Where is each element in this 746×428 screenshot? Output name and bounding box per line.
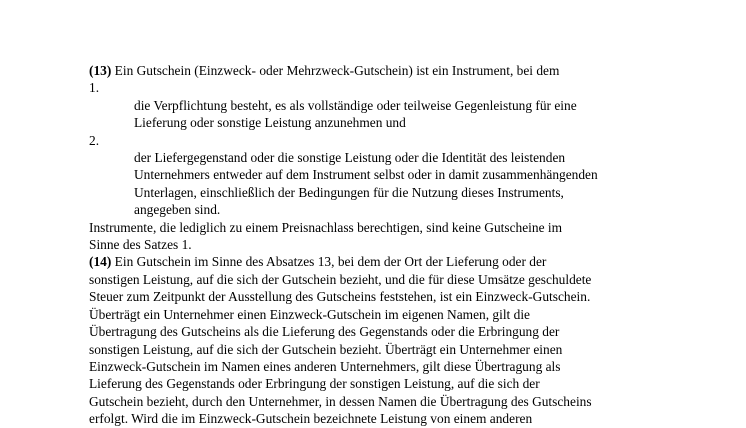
- paragraph-14-line-4: Übertragung des Gutscheins als die Lieferung des Gegenstands oder die Erbringung der: [89, 324, 560, 340]
- paragraph-14-line-1: sonstigen Leistung, auf die sich der Gutschein bezieht, und die für diese Umsätze geschuldete: [89, 271, 592, 287]
- paragraph-13-intro-text: Ein Gutschein (Einzweck- oder Mehrzweck-Gutschein) ist ein Instrument, bei dem: [114, 63, 560, 78]
- paragraph-14-first-line: [89, 253, 669, 270]
- document-body: [89, 62, 669, 428]
- list-item-2-line-2: Unternehmers entweder auf dem Instrument selbst oder in damit zusammenhängenden: [134, 167, 598, 183]
- list-item-2-line-3: Unterlagen, einschließlich der Bedingungen für die Nutzung dieses Instruments,: [134, 184, 564, 200]
- list-item-1-line-2: Lieferung oder sonstige Leistung anzunehmen und: [134, 115, 406, 131]
- list-item-1-line-1: die Verpflichtung besteht, es als vollständige oder teilweise Gegenleistung für eine: [134, 97, 577, 113]
- paragraph-13-closing-line-2: Sinne des Satzes 1.: [89, 237, 192, 253]
- paragraph-14-line-7: Lieferung des Gegenstands oder Erbringung der sonstigen Leistung, auf die sich der: [89, 376, 540, 392]
- paragraph-14-line-3: Überträgt ein Unternehmer einen Einzweck-Gutschein im eigenen Namen, gilt die: [89, 306, 530, 322]
- list-item-2-marker: 2.: [89, 132, 100, 148]
- paragraph-13-number: (13): [89, 63, 112, 78]
- paragraph-14-number: (14): [89, 254, 112, 270]
- paragraph-14-line-6: Einzweck-Gutschein im Namen eines anderen Unternehmers, gilt diese Übertragung als: [89, 358, 561, 374]
- paragraph-14-line-2: Steuer zum Zeitpunkt der Ausstellung des Gutscheins feststehen, ist ein Einzweck-Gutschein.: [89, 289, 591, 305]
- paragraph-14-line-9: erfolgt. Wird die im Einzweck-Gutschein bezeichnete Leistung von einem anderen: [89, 411, 533, 427]
- paragraph-13-closing-line-1: Instrumente, die lediglich zu einem Preisnachlass berechtigen, sind keine Gutscheine im: [89, 219, 562, 235]
- list-item-1-marker: 1.: [89, 80, 100, 96]
- paragraph-14-line-5: sonstigen Leistung, auf die sich der Gutschein bezieht. Überträgt ein Unternehmer einen: [89, 341, 563, 357]
- paragraph-14-first-line-text: Ein Gutschein im Sinne des Absatzes 13, bei dem der Ort der Lieferung oder der: [114, 254, 547, 270]
- paragraph-14-line-8: Gutschein bezieht, durch den Unternehmer, in dessen Namen die Übertragung des Gutscheins: [89, 393, 592, 409]
- list-item-2-line-1: der Liefergegenstand oder die sonstige Leistung oder die Identität des leistenden: [134, 150, 566, 166]
- list-item-2-line-4: angegeben sind.: [134, 202, 221, 218]
- paragraph-13-intro: [89, 62, 669, 79]
